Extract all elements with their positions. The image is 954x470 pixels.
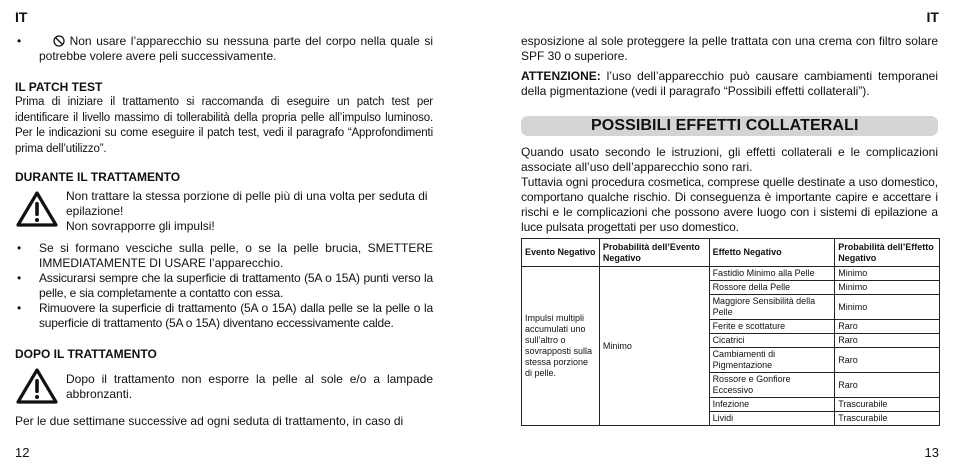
- continued-text: esposizione al sole proteggere la pelle trattata con una crema con filtro solare SPF 30 o superiore.: [521, 34, 938, 63]
- event-cell: Impulsi multipli accumulati uno sull’altro o sovrapposti sulla stessa porzione di pelle.: [522, 267, 600, 426]
- list-item: • Rimuovere la superficie di trattamento (5A o 15A) dalla pelle se la pelle o la superficie di trattamento (5A o 15A) diventano eccessivamente calde.: [17, 301, 433, 330]
- durante-warning-text-2: Non sovrapporre gli impulsi!: [66, 219, 215, 233]
- section-title: POSSIBILI EFFETTI COLLATERALI: [591, 117, 859, 134]
- effect-cell: Maggiore Sensibilità della Pelle: [709, 295, 835, 320]
- side-effects-table: [521, 238, 940, 426]
- side-effects-intro: Quando usato secondo le istruzioni, gli effetti collaterali e le complicazioni associate all’uso dell’apparecchio sono rari.: [521, 145, 938, 174]
- effect-probability-cell: Trascurabile: [835, 398, 940, 412]
- dopo-warning: [15, 366, 433, 412]
- attention-paragraph: [521, 69, 938, 99]
- dopo-heading: DOPO IL TRATTAMENTO: [15, 347, 157, 361]
- effect-cell: Infezione: [709, 398, 835, 412]
- effect-probability-cell: Raro: [835, 348, 940, 373]
- attention-text: l’uso dell’apparecchio può causare cambiamenti temporanei della pigmentazione (vedi il paragrafo “Possibili effetti collaterali”).: [521, 69, 938, 98]
- table-header-row: [522, 239, 940, 267]
- durante-bullets: [15, 241, 433, 331]
- intro-bullet: • Non usare l’apparecchio su nessuna parte del corpo nella quale si potrebbe volere avere peli successivamente.: [17, 34, 433, 63]
- attention-label: ATTENZIONE:: [521, 69, 601, 83]
- effect-cell: Rossore della Pelle: [709, 281, 835, 295]
- effect-cell: Ferite e scottature: [709, 320, 835, 334]
- effect-probability-cell: Raro: [835, 334, 940, 348]
- language-label: IT: [15, 9, 28, 25]
- list-item: • Assicurarsi sempre che la superficie di trattamento (5A o 15A) punti verso la pelle, e sia completamente a contatto con essa.: [17, 271, 433, 300]
- section-banner: [521, 116, 938, 136]
- dopo-trailing-text: Per le due settimane successive ad ogni seduta di trattamento, in caso di: [15, 414, 404, 428]
- effect-probability-cell: Trascurabile: [835, 412, 940, 426]
- durante-heading: DURANTE IL TRATTAMENTO: [15, 170, 181, 184]
- intro-bullet-text: Non usare l’apparecchio su nessuna parte del corpo nella quale si potrebbe volere avere peli successivamente.: [39, 34, 433, 63]
- column-header: Effetto Negativo: [709, 239, 835, 267]
- effect-cell: Fastidio Minimo alla Pelle: [709, 267, 835, 281]
- page-number: 13: [924, 445, 939, 460]
- effect-probability-cell: Minimo: [835, 267, 940, 281]
- column-header: Probabilità dell’Evento Negativo: [599, 239, 709, 267]
- effect-cell: Rossore e Gonfiore Eccessivo: [709, 373, 835, 398]
- patch-test-text: Prima di iniziare il trattamento si raccomanda di eseguire un patch test per identificare il livello massimo di tollerabilità della propria pelle all’impulso luminoso. Per le indicazioni su come eseguire il patch test, vedi il paragrafo “Approfondimenti prima dell’utilizzo”.: [15, 96, 433, 155]
- effect-probability-cell: Minimo: [835, 295, 940, 320]
- event-probability-cell: Minimo: [599, 267, 709, 426]
- warning-triangle-icon: [15, 190, 59, 228]
- effect-cell: Lividi: [709, 412, 835, 426]
- left-column: [15, 34, 433, 429]
- language-label: IT: [926, 9, 939, 25]
- durante-warning-text-1: Non trattare la stessa porzione di pelle più di una volta per seduta di epilazione!: [66, 189, 428, 218]
- list-item: • Se si formano vesciche sulla pelle, o se la pelle brucia, SMETTERE IMMEDIATAMENTE DI USARE l’apparecchio.: [17, 241, 433, 270]
- effect-probability-cell: Raro: [835, 320, 940, 334]
- right-column-body: [521, 145, 938, 235]
- effect-cell: Cambiamenti di Pigmentazione: [709, 348, 835, 373]
- table-row: [522, 267, 940, 281]
- effect-probability-cell: Raro: [835, 373, 940, 398]
- dopo-warning-text: Dopo il trattamento non esporre la pelle al sole e/o a lampade abbronzanti.: [66, 372, 433, 401]
- effect-probability-cell: Minimo: [835, 281, 940, 295]
- right-column-top: [521, 34, 938, 99]
- page-number: 12: [15, 445, 30, 460]
- column-header: Probabilità dell’Effetto Negativo: [835, 239, 940, 267]
- durante-warning: [15, 189, 433, 235]
- side-effects-risks: Tuttavia ogni procedura cosmetica, comprese quelle destinate a uso domestico, comportano qualche rischio. Di conseguenza è importante capire e accettare i rischi e le complicazioni che possono avere luogo con i sistemi di epilazione a luce pulsata progettati per uso domestico.: [521, 175, 938, 234]
- warning-triangle-icon: [15, 367, 59, 405]
- effect-cell: Cicatrici: [709, 334, 835, 348]
- prohibition-icon: [53, 35, 65, 47]
- patch-test-heading: IL PATCH TEST: [15, 80, 103, 94]
- column-header: Evento Negativo: [522, 239, 600, 267]
